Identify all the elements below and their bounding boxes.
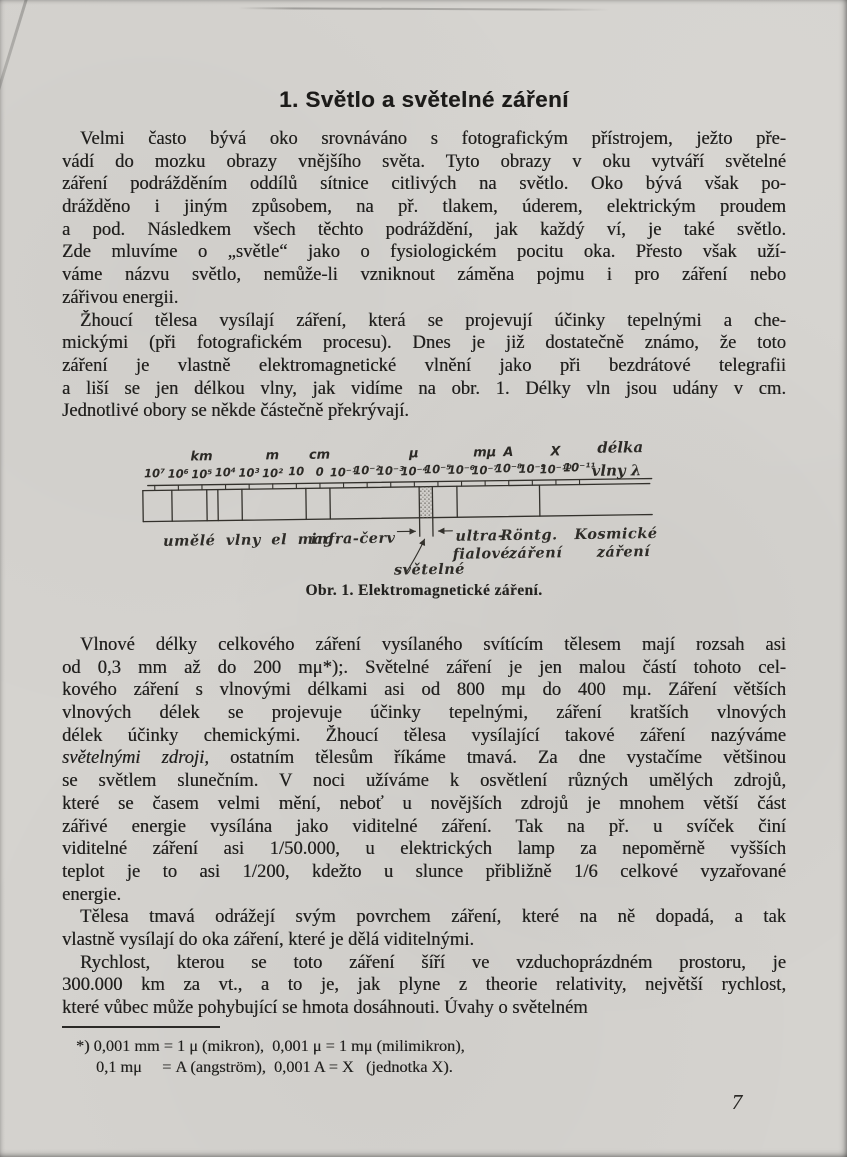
text-line: viditelné záření asi 1/50.000, u elektrických lamp za nepoměrně vyšších — [62, 838, 786, 860]
axis-title-vlny: vlny λ — [591, 461, 642, 480]
text-line: délek účinky chemickými. Žhoucí tělesa vysílající takové záření nazýváme — [62, 724, 786, 746]
paper-crease — [0, 0, 33, 365]
text-line: Jednotlivé obory se někde částečně překrývají. — [62, 400, 409, 422]
unit-label: mμ — [473, 445, 497, 461]
figure-obr-1 — [100, 438, 800, 586]
text-line: zářivou energii. — [62, 286, 179, 308]
region-label-visible: světelné — [393, 560, 466, 579]
footnote-line: 0,1 mμ = A (angström), 0,001 A = X (jednotka X). — [96, 1057, 453, 1076]
text-line: mickými (při fotografickém procesu). Dnes je již dostatečně známo, že toto — [62, 332, 786, 354]
text-line: vlnových délek se projevuje účinky tepelnými, záření kratších vlnových — [62, 702, 786, 724]
unit-label: m — [265, 448, 280, 464]
tick-label: 10⁶ — [167, 466, 189, 481]
text-line: váme názvu světlo, nemůže-li vzniknout záměna pojmu i pro záření nebo — [62, 264, 786, 286]
text-line: které se časem velmi mění, neboť u novějších zdrojů je mnohem větší část — [62, 792, 786, 814]
text-line: záření podrážděním oddílů sítnice citlivých na světlo. Oko bývá však po- — [62, 173, 786, 195]
region-label-xray-2: záření — [508, 544, 563, 563]
tick-label: 10 — [288, 464, 305, 479]
footnote-line: *) 0,001 mm = 1 μ (mikron), 0,001 μ = 1 mμ (milimikron), — [76, 1036, 465, 1055]
visible-band-left-line — [419, 487, 420, 536]
text-line: 300.000 km za vt., a to je, jak plyne z theorie relativity, největší rychlost, — [62, 974, 786, 996]
text-line: záření je vlastně elektromagnetické vlnění jako při bezdrátové telegrafii — [62, 354, 786, 376]
text-line — [62, 747, 786, 770]
unit-label: km — [190, 449, 213, 465]
text-line: které vůbec může pohybující se hmota dosáhnouti. Úvahy o světelném — [62, 997, 588, 1018]
text-line: se světlem slunečním. V noci užíváme k osvětlení různých umělých zdrojů, — [62, 770, 786, 792]
tick-label: 10⁻¹⁰ — [539, 461, 572, 477]
figure-caption: Obr. 1. Elektromagnetické záření. — [305, 582, 543, 599]
text-line: Žhoucí tělesa vysílají záření, která se projevují účinky tepelnými a che- — [80, 309, 786, 331]
region-label-artificial-waves: umělé vlny el mag — [162, 530, 335, 550]
text-line: vádí do mozku obrazy vnějšího světa. Tyto obrazy v oku vytváří světelné — [62, 150, 786, 172]
text-line: Velmi často bývá oko srovnáváno s fotografickým přístrojem, ježto pře- — [80, 128, 786, 149]
body-text-upper — [62, 128, 786, 423]
text-line: kového záření s vlnovými délkami asi od 800 mμ do 400 mμ. Záření větších — [62, 679, 786, 701]
spectrum-drawing — [142, 438, 658, 582]
region-label-infrared: infra-červ — [310, 529, 396, 548]
tick-label: 10⁷ — [143, 466, 166, 481]
text-line: vlastně vysílají do oka záření, které je dělá viditelnými. — [62, 928, 475, 950]
tick-label: 10⁻⁴ — [400, 463, 428, 479]
tick-label: 10⁻⁵ — [424, 462, 452, 477]
unit-label: μ — [409, 446, 419, 462]
region-label-cosmic: Kosmické — [574, 524, 658, 544]
tick-label: 10⁻⁹ — [518, 461, 546, 476]
text-line: a pod. Následkem všech těchto podráždění, jak každý ví, je také světlo. — [62, 218, 786, 240]
footnote-divider — [62, 1026, 220, 1028]
unit-label: cm — [308, 447, 331, 463]
tick-label: 10⁴ — [214, 465, 236, 480]
region-label-cosmic-2: záření — [596, 543, 651, 561]
tick-label: 10⁻² — [353, 463, 381, 478]
page-number: 7 — [731, 1090, 743, 1114]
axis-title-delka: délka — [597, 438, 644, 457]
text-line: od 0,3 mm až do 200 mμ*);. Světelné záření je jen malou částí tohoto cel- — [62, 656, 786, 678]
text-segment: ostatním tělesům říkáme tmavá. Za dne vystačíme většinou — [208, 747, 786, 769]
chapter-title: 1. Světlo a světelné záření — [279, 87, 569, 113]
visible-band-right-line — [432, 487, 433, 536]
text-line: energie. — [62, 883, 122, 905]
tick-label: 10⁵ — [191, 466, 213, 482]
text-line: Zde mluvíme o „světle“ jako o fysiologickém pocitu oka. Přesto však uží- — [62, 241, 786, 263]
unit-label: A — [503, 444, 514, 461]
body-text-lower — [62, 634, 786, 1020]
tick-label: 10⁻¹ — [329, 464, 358, 480]
italic-text: světelnými zdroji, — [62, 747, 209, 769]
text-line: Tělesa tmavá odrážejí svým povrchem záření, které na ně dopadá, a tak — [80, 906, 786, 928]
tick-label: 10⁻¹¹ — [563, 460, 596, 475]
footnote — [62, 1035, 786, 1077]
text-line: drážděno i jiným způsobem, na př. tlakem, úderem, elektrickým proudem — [62, 196, 786, 218]
band-bottom — [143, 515, 652, 522]
region-label-ultraviolet-2: fialové — [452, 545, 511, 563]
scan-artifact-line — [238, 7, 610, 11]
text-line: teplot je to asi 1/200, kdežto u slunce přibližně 1/6 celkové vyzařované — [62, 860, 786, 882]
text-line: a liší se jen délkou vlny, jak vidíme na obr. 1. Délky vln jsou udány v cm. — [62, 377, 786, 399]
tick-label: 10⁻³ — [376, 463, 405, 478]
region-label-ultraviolet: ultra- — [455, 527, 505, 545]
tick-label: 10³ — [238, 465, 260, 480]
unit-label: X — [550, 444, 561, 460]
tick-label: 10⁻⁸ — [494, 461, 523, 476]
region-label-xray: Röntg. — [500, 526, 558, 545]
tick-label: 0 — [315, 464, 324, 479]
electromagnetic-spectrum-diagram — [100, 438, 800, 586]
text-line: Rychlost, kterou se toto záření šíří ve vzduchoprázdném prostoru, je — [80, 951, 786, 973]
visible-light-band — [419, 487, 433, 518]
text-line: Vlnové délky celkového záření vysílaného svítícím tělesem mají rozsah asi — [80, 634, 786, 655]
tick-label: 10² — [261, 465, 284, 481]
text-line: zářivé energie vysílána jako viditelné záření. Tak na př. u svíček činí — [62, 815, 786, 837]
tick-label: 10⁻⁶ — [447, 462, 476, 477]
tick-label: 10⁻⁷ — [471, 462, 499, 478]
